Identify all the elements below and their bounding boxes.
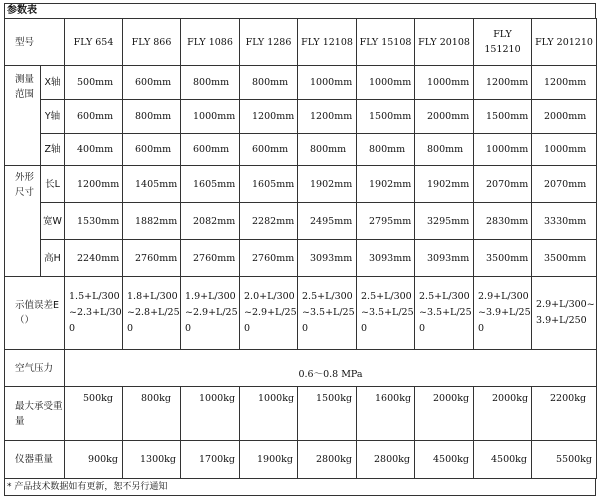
axis-label: Z轴: [41, 134, 65, 166]
range-value: 1000mm: [357, 66, 415, 100]
accuracy-value: 2.5+L/300~3.5+L/250: [357, 277, 415, 350]
size-value: 3093mm: [298, 240, 357, 277]
load-value: 1600kg: [357, 387, 415, 441]
size-value: 1902mm: [415, 166, 474, 203]
axis-label: Y轴: [41, 100, 65, 134]
weight-value: 4500kg: [415, 441, 474, 479]
size-value: 3093mm: [415, 240, 474, 277]
load-value: 2000kg: [415, 387, 474, 441]
accuracy-value: 2.9+L/300~3.9+L/250: [474, 277, 532, 350]
range-value: 800mm: [240, 66, 298, 100]
range-label: 测量范围: [5, 66, 41, 166]
size-value: 2760mm: [181, 240, 240, 277]
table-row: [5, 134, 597, 166]
axis-label: 宽W: [41, 203, 65, 240]
table-row: [5, 387, 597, 441]
accuracy-value: 1.8+L/300~2.8+L/250: [123, 277, 181, 350]
table-row: [5, 441, 597, 479]
range-value: 1000mm: [298, 66, 357, 100]
size-value: 3330mm: [532, 203, 597, 240]
size-value: 2070mm: [532, 166, 597, 203]
size-value: 2760mm: [240, 240, 298, 277]
load-label: 最大承受重量: [5, 387, 65, 441]
size-value: 2830mm: [474, 203, 532, 240]
range-value: 1000mm: [181, 100, 240, 134]
accuracy-value: 2.0+L/300~2.9+L/250: [240, 277, 298, 350]
size-value: 3500mm: [474, 240, 532, 277]
model-name: FLY 15108: [357, 19, 415, 66]
table-row: [5, 203, 597, 240]
spec-sheet: [4, 3, 596, 496]
accuracy-value: 2.5+L/300~3.5+L/250: [298, 277, 357, 350]
size-value: 2795mm: [357, 203, 415, 240]
range-value: 2000mm: [415, 100, 474, 134]
table-row: [5, 100, 597, 134]
load-value: 500kg: [65, 387, 123, 441]
table-row: [5, 240, 597, 277]
range-value: 800mm: [123, 100, 181, 134]
model-name: FLY 866: [123, 19, 181, 66]
range-value: 600mm: [65, 100, 123, 134]
table-row: [5, 350, 597, 387]
model-name: FLY 151210: [474, 19, 532, 66]
weight-value: 900kg: [65, 441, 123, 479]
range-value: 1000mm: [415, 66, 474, 100]
load-value: 2200kg: [532, 387, 597, 441]
range-value: 600mm: [123, 66, 181, 100]
accuracy-value: 1.9+L/300~2.9+L/250: [181, 277, 240, 350]
load-value: 1500kg: [298, 387, 357, 441]
size-value: 1200mm: [65, 166, 123, 203]
load-value: 1000kg: [240, 387, 298, 441]
weight-value: 2800kg: [298, 441, 357, 479]
size-value: 3295mm: [415, 203, 474, 240]
model-name: FLY 12108: [298, 19, 357, 66]
size-value: 3093mm: [357, 240, 415, 277]
range-value: 400mm: [65, 134, 123, 166]
table-row: [5, 66, 597, 100]
footnote: * 产品技术数据如有更新，恕不另行通知: [4, 479, 596, 496]
size-value: 1405mm: [123, 166, 181, 203]
weight-value: 5500kg: [532, 441, 597, 479]
size-value: 2495mm: [298, 203, 357, 240]
model-label: 型号: [5, 19, 65, 66]
range-value: 600mm: [123, 134, 181, 166]
axis-label: 长L: [41, 166, 65, 203]
size-value: 1530mm: [65, 203, 123, 240]
range-value: 600mm: [240, 134, 298, 166]
range-value: 800mm: [415, 134, 474, 166]
weight-value: 2800kg: [357, 441, 415, 479]
model-name: FLY 1086: [181, 19, 240, 66]
air-label: 空气压力: [5, 350, 65, 387]
axis-label: 高H: [41, 240, 65, 277]
range-value: 1200mm: [298, 100, 357, 134]
size-value: 1902mm: [298, 166, 357, 203]
spec-table: [4, 18, 597, 479]
range-value: 500mm: [65, 66, 123, 100]
model-name: FLY 201210: [532, 19, 597, 66]
range-value: 1200mm: [474, 66, 532, 100]
load-value: 2000kg: [474, 387, 532, 441]
table-row: [5, 19, 597, 66]
size-value: 2760mm: [123, 240, 181, 277]
range-value: 1200mm: [532, 66, 597, 100]
range-value: 1000mm: [474, 134, 532, 166]
weight-value: 4500kg: [474, 441, 532, 479]
range-value: 1500mm: [357, 100, 415, 134]
size-value: 1882mm: [123, 203, 181, 240]
table-row: [5, 166, 597, 203]
air-value: 0.6～0.8 MPa: [65, 350, 597, 387]
size-value: 2070mm: [474, 166, 532, 203]
weight-label: 仪器重量: [5, 441, 65, 479]
range-value: 1000mm: [532, 134, 597, 166]
range-value: 800mm: [181, 66, 240, 100]
weight-value: 1900kg: [240, 441, 298, 479]
range-value: 800mm: [357, 134, 415, 166]
load-value: 800kg: [123, 387, 181, 441]
axis-label: X轴: [41, 66, 65, 100]
weight-value: 1700kg: [181, 441, 240, 479]
model-name: FLY 1286: [240, 19, 298, 66]
range-value: 1500mm: [474, 100, 532, 134]
load-value: 1000kg: [181, 387, 240, 441]
range-value: 1200mm: [240, 100, 298, 134]
size-value: 3500mm: [532, 240, 597, 277]
accuracy-value: 2.9+L/300~3.9+L/250: [532, 277, 597, 350]
size-value: 2282mm: [240, 203, 298, 240]
accuracy-label: 示值误差E（）: [5, 277, 65, 350]
size-value: 2082mm: [181, 203, 240, 240]
size-label: 外形尺寸: [5, 166, 41, 277]
range-value: 2000mm: [532, 100, 597, 134]
size-value: 1605mm: [181, 166, 240, 203]
size-value: 1605mm: [240, 166, 298, 203]
size-value: 1902mm: [357, 166, 415, 203]
accuracy-value: 1.5+L/300~2.3+L/300: [65, 277, 123, 350]
accuracy-value: 2.5+L/300~3.5+L/250: [415, 277, 474, 350]
model-name: FLY 654: [65, 19, 123, 66]
range-value: 600mm: [181, 134, 240, 166]
table-row: [5, 277, 597, 350]
weight-value: 1300kg: [123, 441, 181, 479]
size-value: 2240mm: [65, 240, 123, 277]
range-value: 800mm: [298, 134, 357, 166]
model-name: FLY 20108: [415, 19, 474, 66]
table-title: 参数表: [4, 3, 596, 18]
